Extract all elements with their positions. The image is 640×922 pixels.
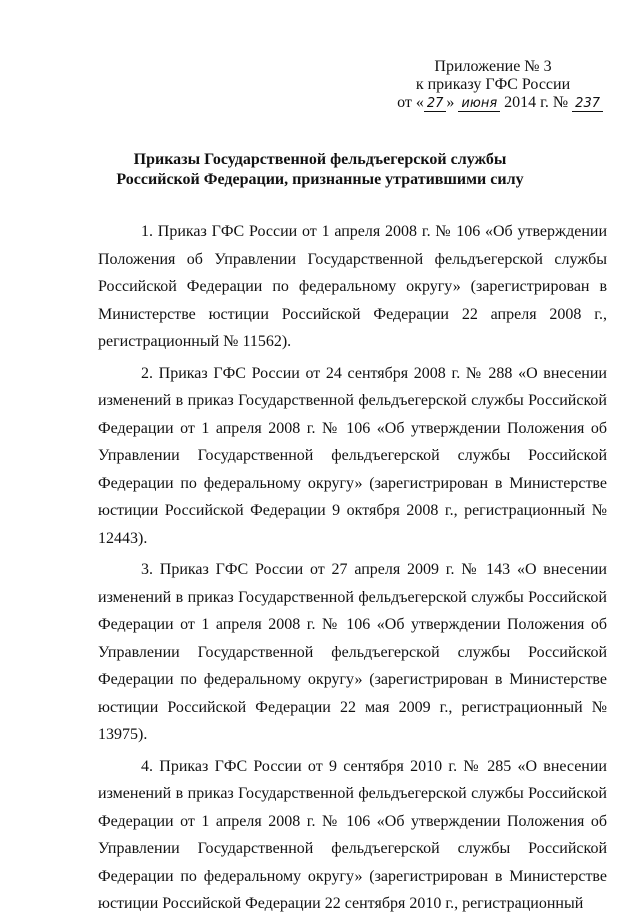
date-year: 2014 г. № (504, 94, 569, 111)
appendix-number: Приложение № 3 (434, 58, 552, 75)
document-title: Приказы Государственной фельдъегерской службы Российской Федерации, признанные утратившими силу (116, 151, 524, 188)
appendix-header (383, 58, 603, 112)
list-item-4: 4. Приказ ГФС России от 9 сентября 2010 г. № 285 «О внесении изменений в приказ Государственной фельдъегерской службы Российской Федерации от 1 апреля 2008 г. № 106 «Об утверждении Положения об Управлении Государственной фельдъегерской службы Российской Федерации по федеральному округу» (зарегистрирован в Министерстве юстиции Российской Федерации 22 сентября 2010 г., регистрационный (98, 757, 607, 912)
appendix-order-ref: к приказу ГФС России (415, 76, 571, 93)
handwritten-day: 27 (424, 97, 447, 112)
list-item-3: 3. Приказ ГФС России от 27 апреля 2009 г. № 143 «О внесении изменений в приказ Государственной фельдъегерской службы Российской Федерации от 1 апреля 2008 г. № 106 «Об утверждении Положения об Управлении Государственной фельдъегерской службы Российской Федерации по федеральному округу» (зарегистрирован в Министерстве юстиции Российской Федерации 22 мая 2009 г., регистрационный № 13975). (98, 561, 607, 743)
appendix-date-line (383, 94, 603, 112)
list-item-1: 1. Приказ ГФС России от 1 апреля 2008 г. № 106 «Об утверждении Положения об Управлении Государственной фельдъегерской службы Российской Федерации по федеральному округу» (зарегистрирован в Министерстве юстиции Российской Федерации 22 апреля 2008 г., регистрационный № 11562). (98, 223, 607, 350)
date-mid: » (446, 94, 455, 111)
handwritten-order-number: 237 (572, 97, 603, 112)
handwritten-month: июня (458, 97, 500, 112)
date-prefix: от « (397, 94, 424, 111)
document-body (98, 218, 607, 922)
list-item-2: 2. Приказ ГФС России от 24 сентября 2008 г. № 288 «О внесении изменений в приказ Государственной фельдъегерской службы Российской Федерации от 1 апреля 2008 г. № 106 «Об утверждении Положения об Управлении Государственной фельдъегерской службы Российской Федерации по федеральному округу» (зарегистрирован в Министерстве юстиции Российской Федерации 9 октября 2008 г., регистрационный № 12443). (98, 364, 607, 547)
